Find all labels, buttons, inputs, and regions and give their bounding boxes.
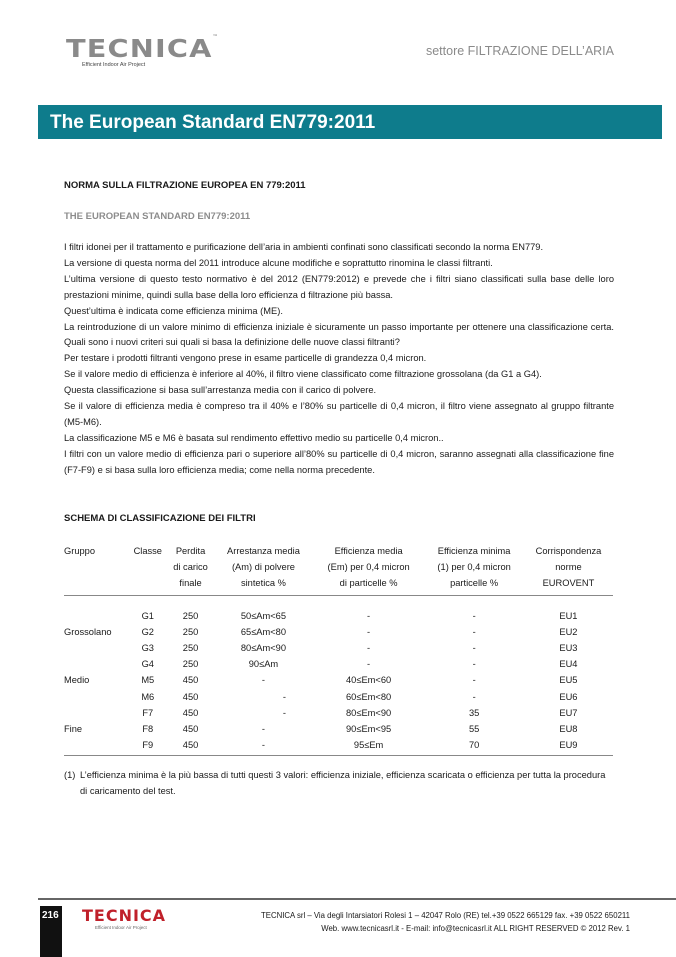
body-line: L’ultima versione di questo testo normativo è del 2012 (EN779:2012) e prevede che i filtri siano classificati sulla base delle loro xyxy=(64,273,614,284)
header-line: Corrispondenza xyxy=(535,546,602,556)
table-cell xyxy=(64,640,129,656)
table-cell: F7 xyxy=(142,707,154,718)
table-cell xyxy=(64,689,129,705)
table-cell: 65≤Am<80 xyxy=(240,626,287,637)
sector-label: settore FILTRAZIONE DELL’ARIA xyxy=(425,44,614,58)
table-cell: 35 xyxy=(468,707,480,718)
table-cell: - xyxy=(472,610,476,621)
header-line: particelle % xyxy=(450,578,499,588)
table-cell: EU6 xyxy=(559,691,578,702)
table-cell: G1 xyxy=(141,610,154,621)
table-cell: - xyxy=(282,691,286,702)
footer-logo: TECNICA xyxy=(82,906,167,925)
header-line: Efficienza minima xyxy=(437,546,511,556)
table-cell: G4 xyxy=(141,659,154,670)
table-cell: 250 xyxy=(182,626,199,637)
table-cell: 250 xyxy=(182,659,199,670)
header-line: norme xyxy=(555,562,582,572)
table-row xyxy=(64,656,613,672)
column-header xyxy=(424,543,524,596)
table-cell xyxy=(64,737,129,756)
table-cell: EU1 xyxy=(559,610,578,621)
body-line: (F7-F9) e si basa sulla loro efficienza media; come nella norma precedente. xyxy=(64,464,375,475)
body-line: La reintroduzione di un valore minimo di efficienza iniziale è sicuramente un passo importante per ottenere una classificazione certa. xyxy=(64,321,614,332)
column-header xyxy=(524,543,613,596)
footer-logo-tagline: Efficient Indoor Air Project xyxy=(95,925,147,930)
body-line: I filtri con un valore medio di efficienza pari o superiore all’80% su particelle di 0,4 micron, saranno assegnati alla classificazione fine xyxy=(64,448,614,459)
header-line: (Am) di polvere xyxy=(231,562,295,572)
header-line: (1) per 0,4 micron xyxy=(437,562,511,572)
table-cell: 450 xyxy=(182,691,199,702)
table-cell: - xyxy=(214,737,313,756)
table-cell: 90≤Em<95 xyxy=(346,723,392,734)
footer-contact xyxy=(261,909,630,935)
table-cell xyxy=(64,705,129,721)
tecnica-logo xyxy=(66,34,219,63)
table-cell: 80≤Am<90 xyxy=(240,642,287,653)
table-cell: - xyxy=(261,723,265,734)
table-cell: M6 xyxy=(141,691,155,702)
table-header-row xyxy=(64,543,613,596)
table-cell: 50≤Am<65 xyxy=(240,610,287,621)
table-cell: G2 xyxy=(141,626,154,637)
body-line: La versione di questa norma del 2011 introduce alcune modifiche e soprattutto rinomina le classi filtranti. xyxy=(64,257,493,268)
body-line: Quest’ultima è indicata come efficienza minima (ME). xyxy=(64,305,283,316)
body-line: Per testare i prodotti filtranti vengono prese in esame particelle di grandezza 0,4 micron. xyxy=(64,353,427,364)
table-row xyxy=(64,737,613,756)
logo-text: TECNICA xyxy=(66,34,213,63)
table-cell: F9 xyxy=(129,737,168,756)
table-cell: M5 xyxy=(141,675,155,686)
trademark: ™ xyxy=(212,34,220,40)
table-cell: - xyxy=(367,642,371,653)
table-cell: - xyxy=(472,626,476,637)
table-cell: - xyxy=(472,659,476,670)
table-cell: EU4 xyxy=(559,659,578,670)
column-header xyxy=(167,543,214,596)
table-cell: 90≤Am xyxy=(248,659,279,670)
table-cell: 450 xyxy=(182,707,199,718)
table-cell: 80≤Em<90 xyxy=(346,707,392,718)
table-row xyxy=(64,689,613,705)
page-number: 216 xyxy=(40,906,62,957)
table-cell: EU2 xyxy=(559,626,578,637)
table-cell: 450 xyxy=(182,723,199,734)
table-cell: 450 xyxy=(182,675,199,686)
header-line: di particelle % xyxy=(339,578,398,588)
table-cell: - xyxy=(367,659,371,670)
table-row xyxy=(64,672,613,688)
table-cell: 70 xyxy=(424,737,524,756)
heading-italian: NORMA SULLA FILTRAZIONE EUROPEA EN 779:2011 xyxy=(64,180,306,191)
title-banner: The European Standard EN779:2011 xyxy=(38,105,662,139)
header-line: (Em) per 0,4 micron xyxy=(327,562,410,572)
header-line: sintetica % xyxy=(240,578,286,588)
table-cell: 95≤Em xyxy=(313,737,424,756)
table-row xyxy=(64,705,613,721)
table-cell: - xyxy=(261,675,265,686)
body-line: (M5-M6). xyxy=(64,416,102,427)
body-text xyxy=(64,240,614,479)
footer-address: TECNICA srl – Via degli Intarsiatori Rolesi 1 – 42047 Rolo (RE) tel.+39 0522 665129 fax. +39 0522 650211 xyxy=(261,911,630,920)
header-line: Efficienza media xyxy=(334,546,403,556)
table-cell: - xyxy=(472,642,476,653)
table-cell: 40≤Em<60 xyxy=(346,675,392,686)
body-line: Se il valore medio di efficienza è inferiore al 40%, il filtro viene classificato come filtrazione grossolana (da G1 a G4). xyxy=(64,369,542,380)
header-line: Arrestanza media xyxy=(227,546,300,556)
table-row xyxy=(64,608,613,624)
table-cell: EU3 xyxy=(559,642,578,653)
column-header xyxy=(214,543,313,596)
footer-web: Web. www.tecnicasrl.it - E-mail: info@tecnicasrl.it ALL RIGHT RESERVED © 2012 Rev. 1 xyxy=(321,924,630,933)
table-cell: Fine xyxy=(64,723,83,734)
column-header xyxy=(313,543,424,596)
table-cell: - xyxy=(282,707,286,718)
table-cell: - xyxy=(367,610,371,621)
classification-table xyxy=(64,543,613,756)
table-cell xyxy=(64,608,129,624)
header-line: Classe xyxy=(133,546,162,556)
table-cell xyxy=(64,656,129,672)
table-cell: - xyxy=(472,691,476,702)
body-line: Quali sono i nuovi criteri sui quali si basa la definizione delle nuove classi filtranti? xyxy=(64,337,400,348)
table-row xyxy=(64,624,613,640)
body-line: prestazioni minime, quindi sulla base della loro efficienza d filtrazione più bassa. xyxy=(64,289,394,300)
footer-divider xyxy=(38,898,676,900)
table-cell: 450 xyxy=(167,737,214,756)
header-line: Perdita xyxy=(175,546,206,556)
table-title: SCHEMA DI CLASSIFICAZIONE DEI FILTRI xyxy=(64,513,256,524)
table-cell: 55 xyxy=(468,723,480,734)
header-line: finale xyxy=(179,578,202,588)
header-line: EUROVENT xyxy=(542,578,595,588)
table-cell: Medio xyxy=(64,675,90,686)
table-cell: Grossolano xyxy=(64,626,112,637)
table-cell: 250 xyxy=(182,642,199,653)
table-cell: - xyxy=(472,675,476,686)
footnote-marker: (1) xyxy=(64,770,76,780)
table-cell: EU9 xyxy=(524,737,613,756)
footnote-text: L’efficienza minima è la più bassa di tutti questi 3 valori: efficienza iniziale, efficienza scaricata o efficienza per tutta la procedura di caricamento del test. xyxy=(80,770,606,796)
column-header xyxy=(129,543,168,596)
body-line: Questa classificazione si basa sull’arrestanza media con il carico di polvere. xyxy=(64,385,377,396)
table-row xyxy=(64,721,613,737)
body-line: Se il valore di efficienza media è compreso tra il 40% e l’80% su particelle di 0,4 micron, il filtro viene assegnato al gruppo filtrante xyxy=(64,401,614,412)
heading-english: THE EUROPEAN STANDARD EN779:2011 xyxy=(64,211,251,222)
header-line: di carico xyxy=(173,562,208,572)
column-header xyxy=(64,543,129,596)
table-cell: 60≤Em<80 xyxy=(346,691,392,702)
table-cell: G3 xyxy=(141,642,154,653)
spacer-row xyxy=(64,596,613,608)
table-row xyxy=(64,640,613,656)
table-cell: EU8 xyxy=(559,723,578,734)
body-line: I filtri idonei per il trattamento e purificazione dell’aria in ambienti confinati sono classificati secondo la norma EN779. xyxy=(64,242,544,252)
body-line: La classificazione M5 e M6 è basata sul rendimento effettivo medio su particelle 0,4 micron.. xyxy=(64,432,444,443)
footnote xyxy=(64,767,614,796)
logo-tagline: Efficient Indoor Air Project xyxy=(82,62,146,68)
table-cell: EU7 xyxy=(559,707,578,718)
table-cell: 250 xyxy=(182,610,199,621)
table-cell: - xyxy=(367,626,371,637)
header-line: Gruppo xyxy=(64,546,96,556)
table-cell: EU5 xyxy=(559,675,578,686)
table-cell: F8 xyxy=(142,723,154,734)
